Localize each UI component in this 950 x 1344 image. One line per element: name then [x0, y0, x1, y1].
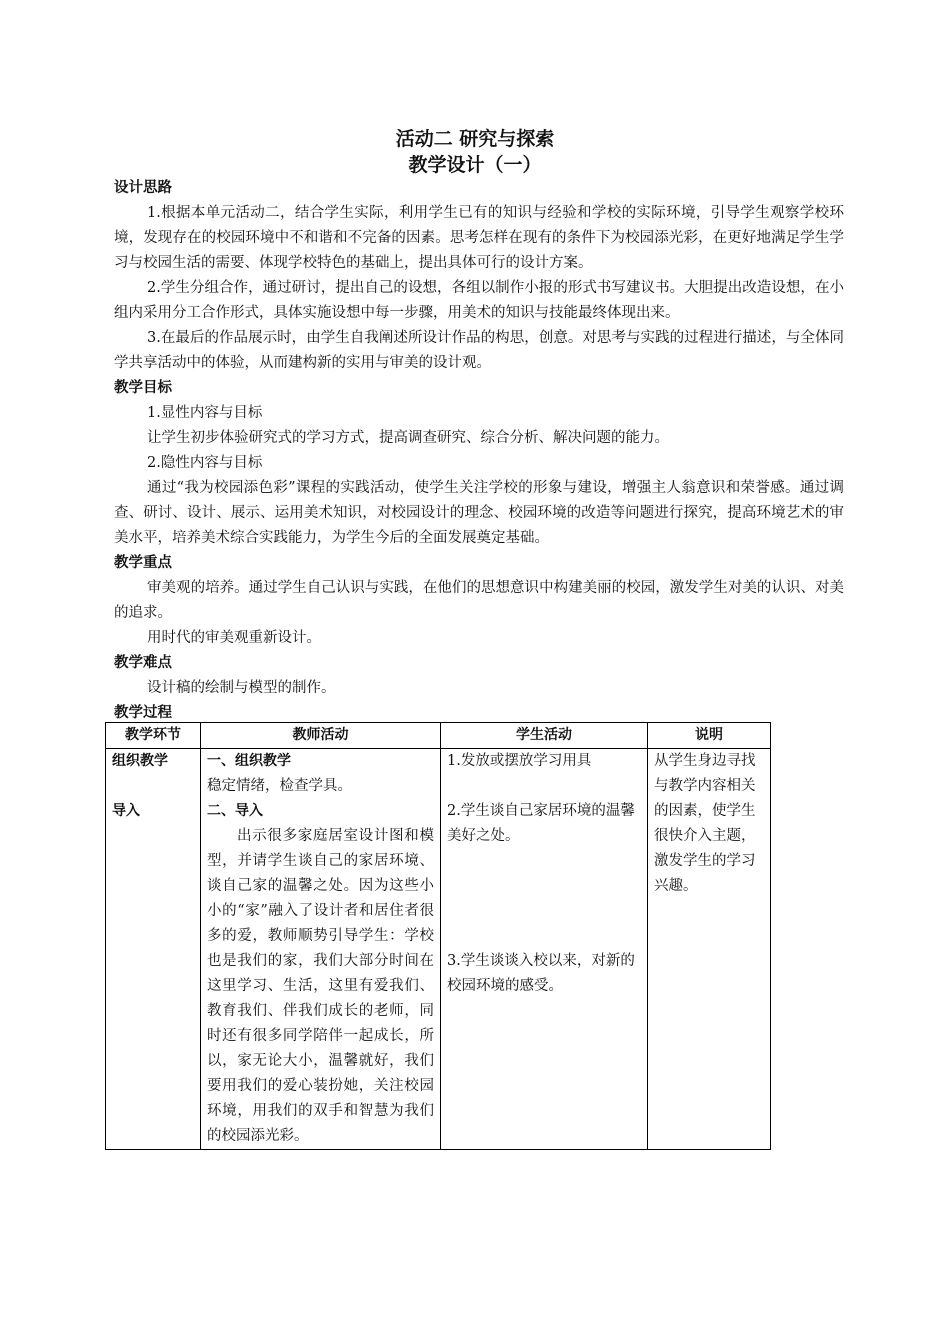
key-points-paragraph-2: 用时代的审美观重新设计。	[147, 630, 321, 646]
objective-text-1: 让学生初步体验研究式的学习方式，提高调查研究、综合分析、解决问题的能力。	[147, 430, 669, 446]
teaching-process-table	[105, 722, 771, 1150]
teacher-step-1-text: 稳定情绪，检查学具。	[207, 778, 352, 794]
spacer	[447, 849, 641, 949]
student-activity-2: 2.学生谈自己家居环境的温馨美好之处。	[447, 803, 635, 844]
spacer	[112, 774, 194, 799]
teacher-step-2-heading: 二、导入	[207, 803, 263, 819]
section-heading-process: 教学过程	[114, 705, 172, 721]
student-activity-3: 3.学生谈谈入校以来，对新的校园环境的感受。	[447, 953, 635, 994]
objective-text-2: 通过“我为校园添色彩”课程的实践活动，使学生关注学校的形象与建设，增强主人翁意识和荣誉感。通过调查、研讨、设计、展示、运用美术知识，对校园设计的理念、校园环境的改造等问题进行探究，提高环境艺术的审美水平，培养美术综合实践能力，为学生今后的全面发展奠定基础。	[114, 480, 844, 546]
header-note: 说明	[648, 723, 771, 749]
header-stage: 教学环节	[106, 723, 201, 749]
section-heading-design-idea: 设计思路	[114, 180, 172, 196]
objective-sub-heading-1: 1.显性内容与目标	[147, 405, 263, 421]
student-activity-cell	[441, 749, 648, 1150]
stage-introduction: 导入	[112, 803, 140, 819]
objective-sub-heading-2: 2.隐性内容与目标	[147, 455, 263, 471]
teacher-step-2-text: 出示很多家庭居室设计图和模型，并请学生谈自己的家居环境、谈自己家的温馨之处。因为这些小小的“家”融入了设计者和居住者很多的爱，教师顺势引导学生：学校也是我们的家，我们大部分时间在这里学习、生活，这里有爱我们、教育我们、伴我们成长的老师，同时还有很多同学陪伴一起成长，所以，家无论大小，温馨就好，我们要用我们的爱心装扮她，关注校园环境，用我们的双手和智慧为我们的校园添光彩。	[207, 828, 434, 1144]
document-title: 活动二 研究与探索	[395, 128, 555, 150]
header-teacher-activity: 教师活动	[201, 723, 441, 749]
stage-organize: 组织教学	[112, 753, 168, 769]
document-body	[114, 176, 844, 726]
header-student-activity: 学生活动	[441, 723, 648, 749]
section-heading-difficulties: 教学难点	[114, 655, 172, 671]
stage-cell	[106, 749, 201, 1150]
design-idea-paragraph-2: 2.学生分组合作，通过研讨，提出自己的设想，各组以制作小报的形式书写建议书。大胆提出改造设想，在小组内采用分工合作形式，具体实施设想中每一步骤，用美术的知识与技能最终体现出来。	[114, 280, 844, 321]
student-activity-1: 1.发放或摆放学习用具	[447, 753, 592, 769]
spacer	[447, 774, 641, 799]
table-header-row	[106, 723, 771, 749]
key-points-paragraph-1: 审美观的培养。通过学生自己认识与实践，在他们的思想意识中构建美丽的校园，激发学生对美的认识、对美的追求。	[114, 580, 844, 621]
note-cell	[648, 749, 771, 1150]
teacher-step-1-heading: 一、组织教学	[207, 753, 291, 769]
difficulties-paragraph-1: 设计稿的绘制与模型的制作。	[147, 680, 336, 696]
section-heading-objectives: 教学目标	[114, 380, 172, 396]
note-text: 从学生身边寻找与教学内容相关的因素，使学生很快介入主题，激发学生的学习兴趣。	[654, 753, 756, 894]
teacher-activity-cell	[201, 749, 441, 1150]
section-heading-key-points: 教学重点	[114, 555, 172, 571]
table-row	[106, 749, 771, 1150]
design-idea-paragraph-1: 1.根据本单元活动二，结合学生实际，利用学生已有的知识与经验和学校的实际环境，引导学生观察学校环境，发现存在的校园环境中不和谐和不完备的因素。思考怎样在现有的条件下为校园添光彩，在更好地满足学生学习与校园生活的需要、体现学校特色的基础上，提出具体可行的设计方案。	[114, 205, 844, 271]
document-subtitle: 教学设计（一）	[408, 154, 542, 176]
design-idea-paragraph-3: 3.在最后的作品展示时，由学生自我阐述所设计作品的构思，创意。对思考与实践的过程进行描述，与全体同学共享活动中的体验，从而建构新的实用与审美的设计观。	[114, 330, 844, 371]
